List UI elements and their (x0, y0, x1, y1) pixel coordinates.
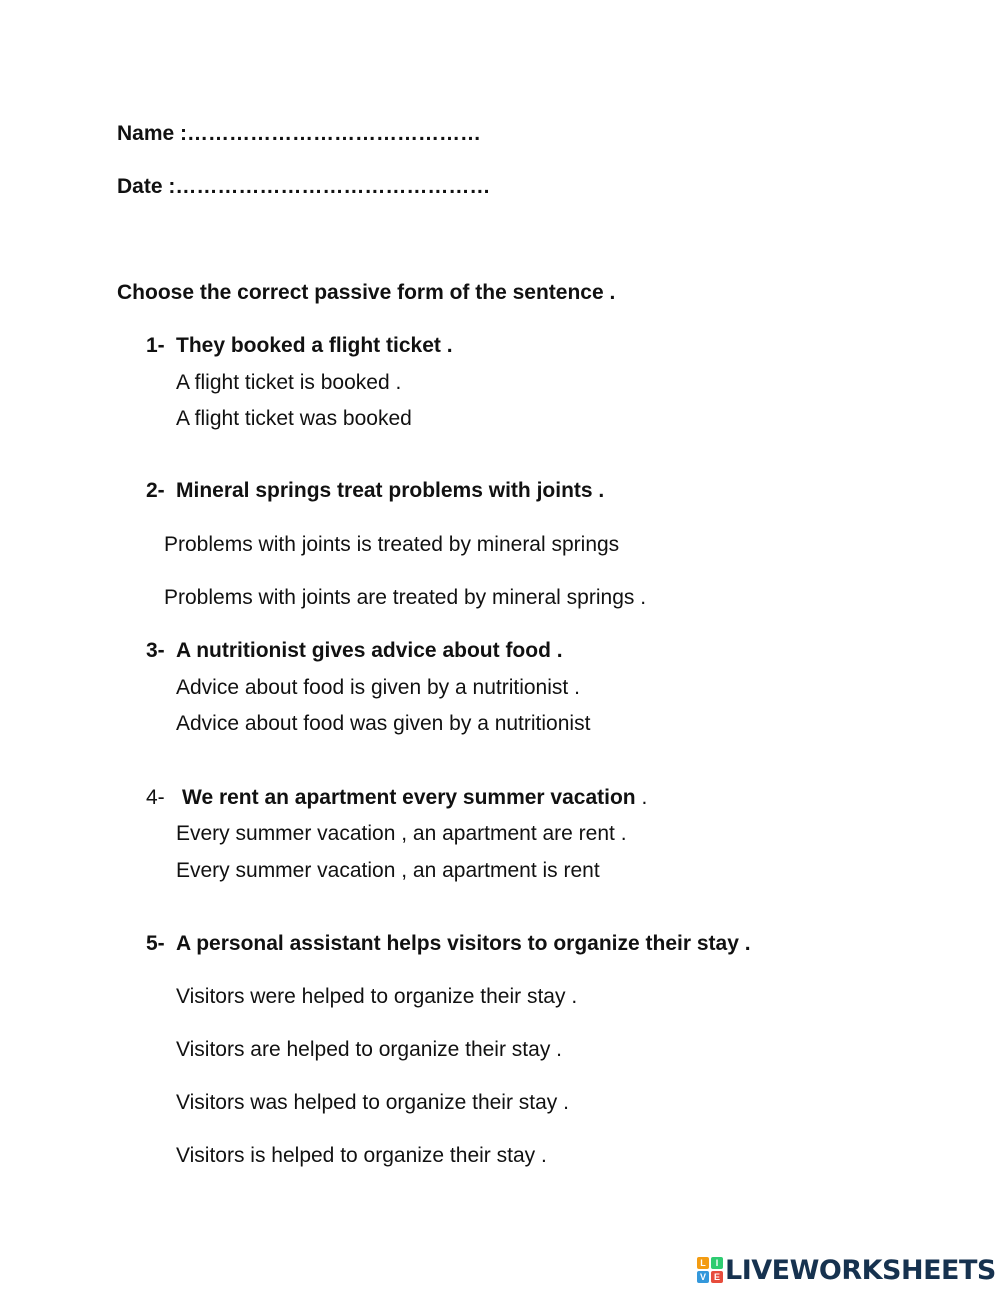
question-prompt-end: . (635, 786, 648, 809)
logo-blocks-icon (697, 1257, 723, 1283)
question-2 (146, 478, 604, 504)
question-number: 4- (146, 786, 165, 809)
option-2b[interactable]: Problems with joints are treated by mineral springs . (164, 586, 647, 609)
question-1 (146, 333, 453, 359)
instruction: Choose the correct passive form of the sentence . (117, 281, 616, 304)
question-prompt: We rent an apartment every summer vacation (182, 786, 636, 809)
option-2a[interactable]: Problems with joints is treated by mineral springs (164, 533, 620, 556)
liveworksheets-logo (697, 1255, 996, 1285)
name-field-label: Name :…………………………………… (117, 122, 482, 145)
option-5a[interactable]: Visitors were helped to organize their stay . (176, 985, 578, 1008)
option-3a[interactable]: Advice about food is given by a nutritionist . (176, 676, 580, 699)
question-prompt: A nutritionist gives advice about food . (176, 639, 563, 662)
question-5 (146, 931, 751, 957)
question-prompt: They booked a flight ticket . (176, 334, 453, 357)
logo-block: L (697, 1257, 709, 1269)
logo-block: I (711, 1257, 723, 1269)
option-4a[interactable]: Every summer vacation , an apartment are rent . (176, 822, 627, 845)
logo-block: E (711, 1271, 723, 1283)
option-5b[interactable]: Visitors are helped to organize their stay . (176, 1038, 562, 1061)
option-5d[interactable]: Visitors is helped to organize their stay . (176, 1144, 547, 1167)
question-prompt: Mineral springs treat problems with joints . (176, 479, 605, 502)
option-1a[interactable]: A flight ticket is booked . (176, 371, 402, 394)
question-number: 1- (146, 334, 165, 357)
logo-text: LIVEWORKSHEETS (725, 1254, 996, 1286)
question-number: 2- (146, 479, 165, 502)
option-3b[interactable]: Advice about food was given by a nutritionist (176, 712, 591, 735)
option-1b[interactable]: A flight ticket was booked (176, 407, 412, 430)
question-4 (146, 785, 647, 811)
option-4b[interactable]: Every summer vacation , an apartment is rent (176, 859, 600, 882)
logo-block: V (697, 1271, 709, 1283)
date-field-label: Date :……………………………………… (117, 175, 491, 198)
question-number: 5- (146, 932, 165, 955)
option-5c[interactable]: Visitors was helped to organize their stay . (176, 1091, 569, 1114)
question-number: 3- (146, 639, 165, 662)
question-prompt: A personal assistant helps visitors to organize their stay . (176, 932, 751, 955)
question-3 (146, 638, 563, 664)
